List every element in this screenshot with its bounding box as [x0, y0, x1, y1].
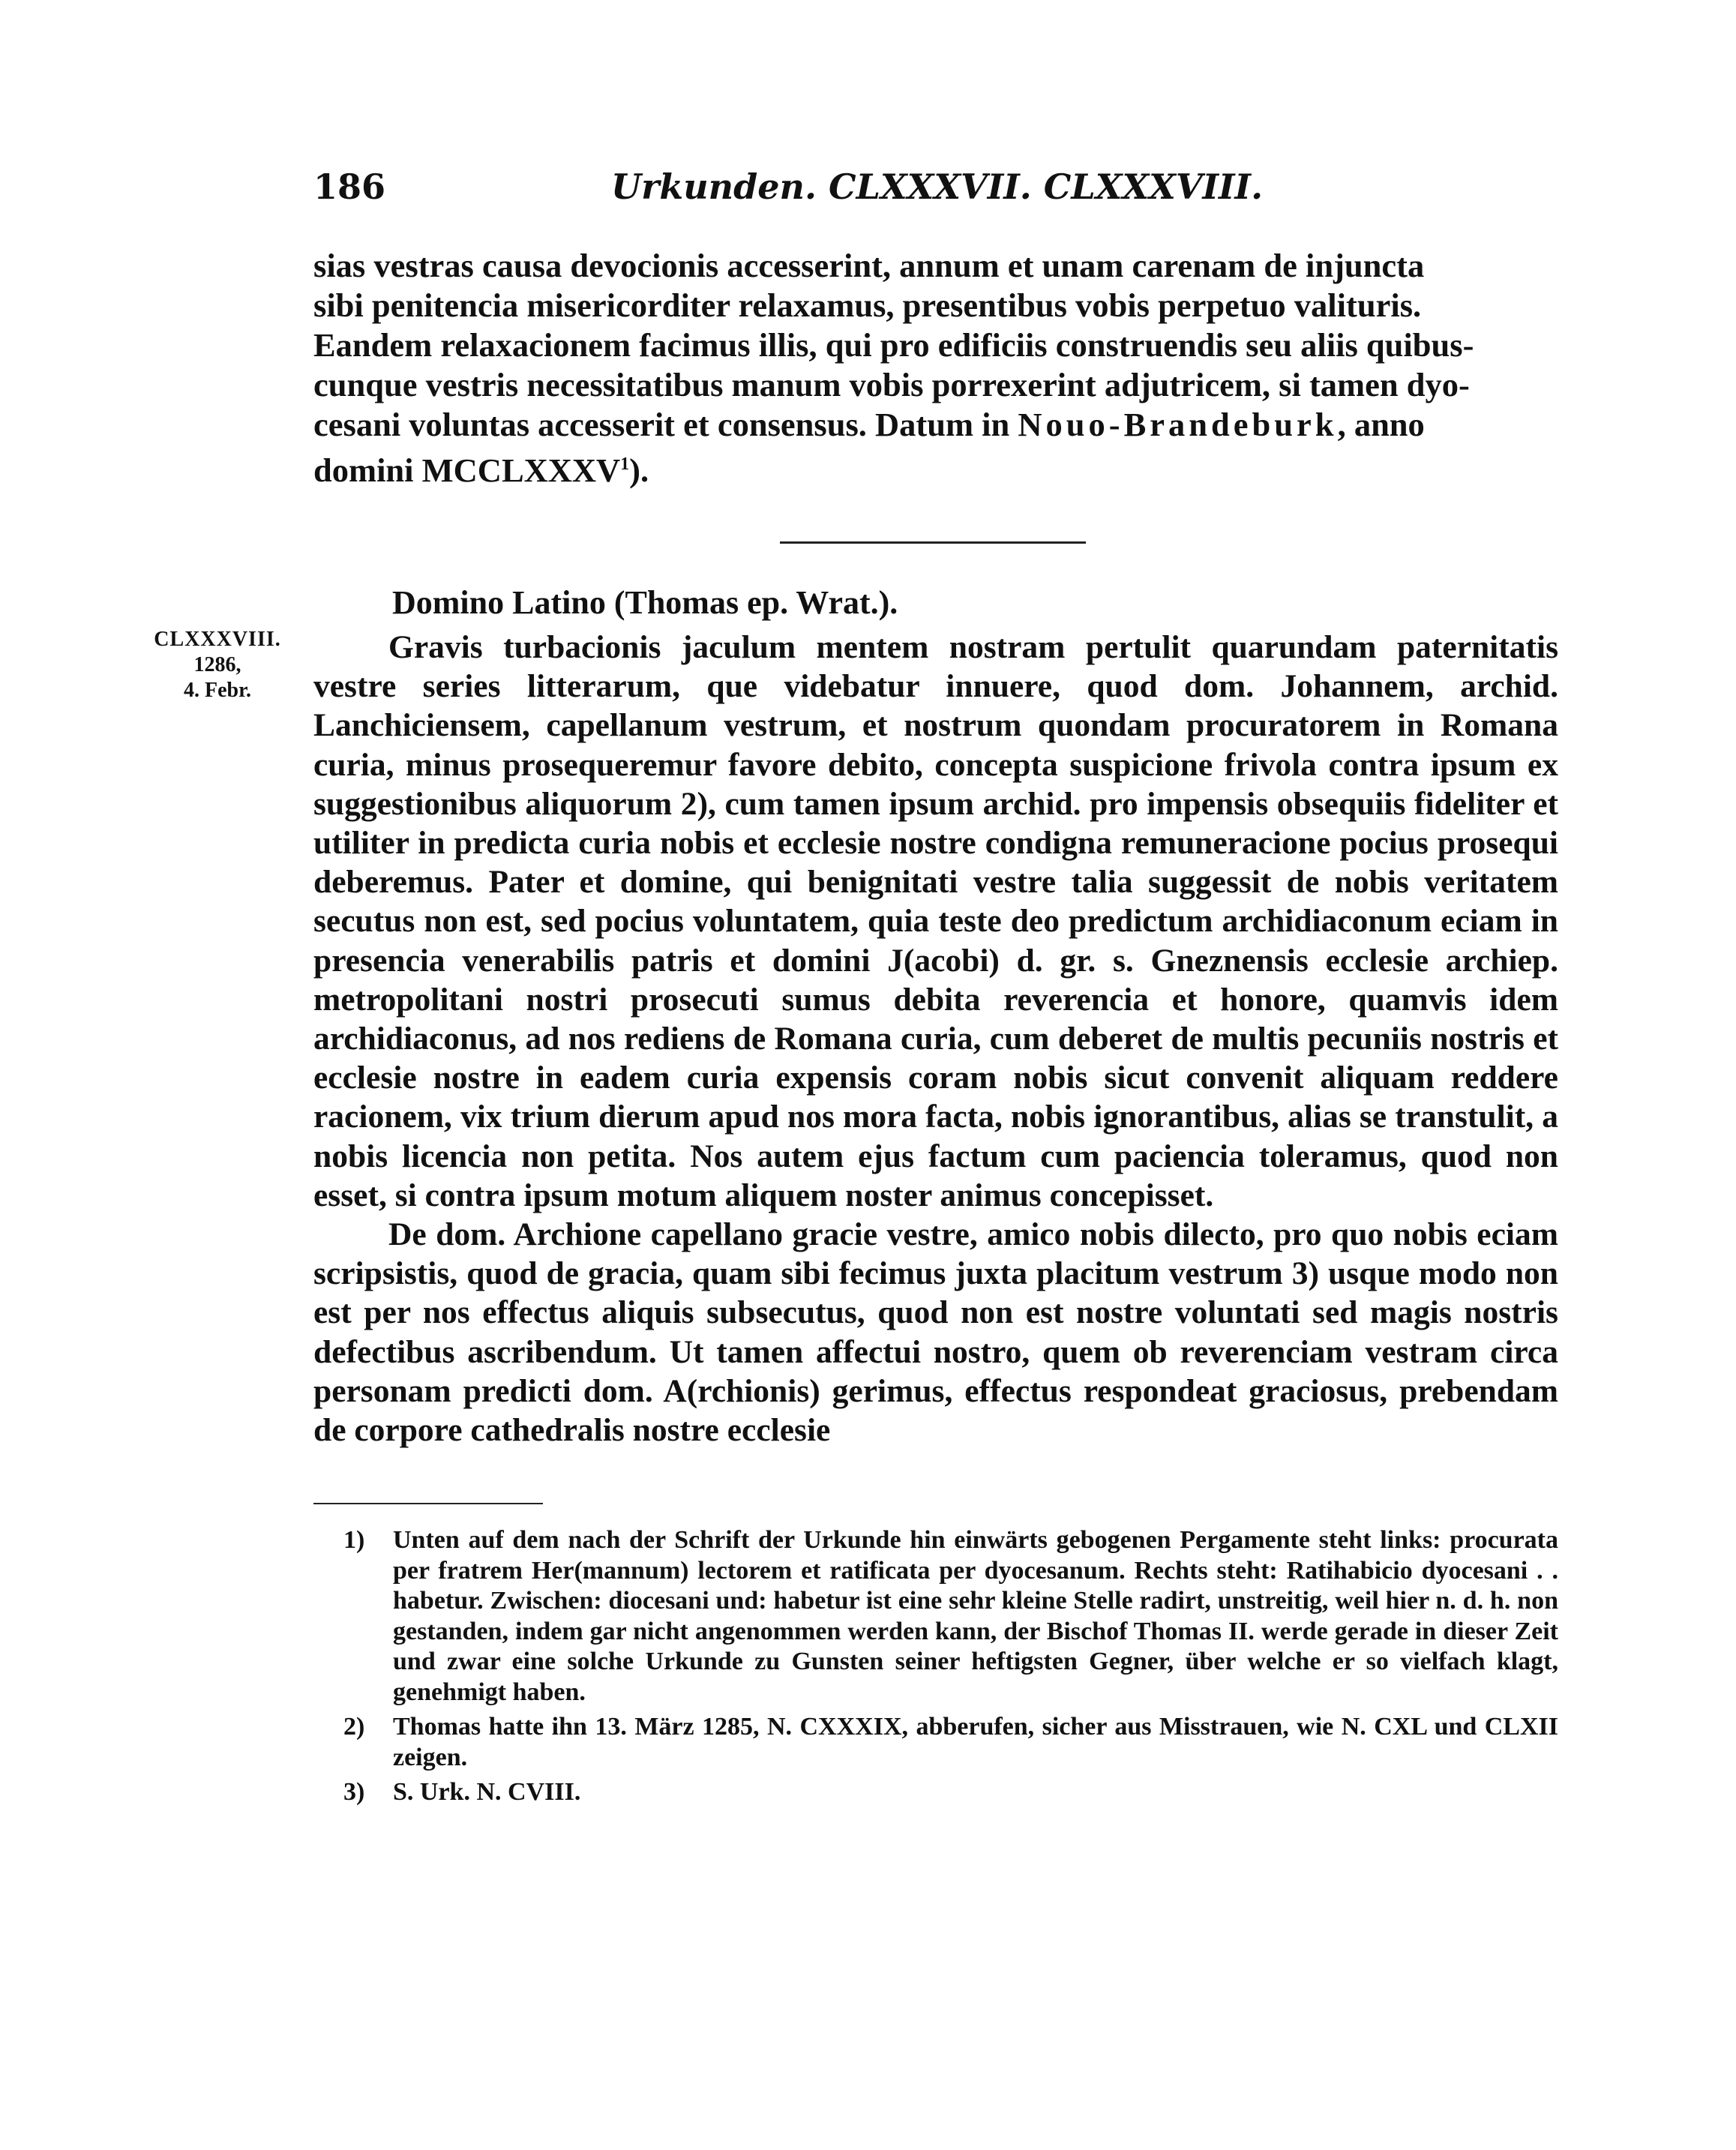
- document-body: [313, 628, 1558, 1450]
- previous-document-text: [313, 246, 1558, 490]
- text-line: Eandem relaxacionem facimus illis, qui pro edificiis construendis seu aliis quibus-: [313, 326, 1474, 364]
- document-year: 1286,: [193, 653, 241, 676]
- document-date: 4. Febr.: [184, 679, 251, 702]
- footnote: [343, 1712, 1558, 1773]
- place-name: Nouo-Brandeburk: [1018, 406, 1338, 443]
- text-line: [313, 405, 1558, 445]
- footnote: [343, 1525, 1558, 1708]
- footnote-text: Unten auf dem nach der Schrift der Urkunde hin einwärts gebogenen Pergamente steht links: procurata per fratrem Her(mannum) lectorem et ratificata per dyocesanum. Rechts steht: Ratihabicio dyocesani . . habetur. Zwischen: diocesani und: habetur ist eine sehr kleine Stelle radirt, unstreitig, weil hier n. d. h. non gestanden, indem gar nicht angenommen werden kann, der Bischof Thomas II. werde gerade in dieser Zeit und zwar eine solche Urkunde zu Gunsten seiner heftigsten Gegner, über welche er so vielfach klagt, genehmigt haben.: [393, 1526, 1558, 1706]
- page-number: 186: [313, 166, 386, 207]
- paragraph: De dom. Archione capellano gracie vestre, amico nobis dilecto, pro quo nobis eciam scripsistis, quod de gracia, quam sibi fecimus juxta placitum vestrum 3) usque modo non est per nos effectus aliquis subsecutus, quod non est nostre voluntati sed magis nostris defectibus ascribendum. Ut tamen affectui nostro, quem ob reverenciam vestram circa personam predicti dom. A(rchionis) gerimus, effectus respondeat graciosus, prebendam de corpore cathedralis nostre ecclesie: [313, 1216, 1558, 1449]
- footnote-marker: 3): [343, 1778, 365, 1806]
- footnote: [343, 1777, 1558, 1808]
- footnote-text: S. Urk. N. CVIII.: [393, 1778, 581, 1806]
- text-fragment: ).: [629, 451, 649, 489]
- section-title: Domino Latino (Thomas ep. Wrat.).: [392, 584, 898, 621]
- text-fragment: , anno: [1337, 406, 1425, 443]
- page-header: [313, 166, 1558, 211]
- date-line: domini MCCLXXXV: [313, 451, 621, 489]
- footnote-marker: 2): [343, 1713, 365, 1741]
- text-line: cunque vestris necessitatibus manum vobis porrexerint adjutricem, si tamen dyo-: [313, 366, 1470, 403]
- footnote-ref: 1: [620, 454, 630, 474]
- text-fragment: cesani voluntas accesserit et consensus. Datum in: [313, 406, 1018, 443]
- footnotes: [343, 1525, 1558, 1813]
- footnote-text: Thomas hatte ihn 13. März 1285, N. CXXXIX, abberufen, sicher aus Misstrauen, wie N. CXL und CLXII zeigen.: [393, 1713, 1558, 1771]
- text-line: sibi penitencia misericorditer relaxamus, presentibus vobis perpetuo valituris.: [313, 286, 1422, 324]
- running-title: Urkunden. CLXXXVII. CLXXXVIII.: [611, 166, 1264, 207]
- text-line: [313, 445, 1558, 490]
- document-number: CLXXXVIII.: [154, 628, 281, 651]
- section-divider: [780, 541, 1086, 544]
- margin-note: [154, 627, 281, 703]
- paragraph: Gravis turbacionis jaculum mentem nostram pertulit quarundam paternitatis vestre series litterarum, que videbatur innuere, quod dom. Johannem, archid. Lanchiciensem, capellanum vestrum, et nostrum quondam procuratorem in Romana curia, minus prosequeremur favore debito, concepta suspicione frivola contra ipsum ex suggestionibus aliquorum 2), cum tamen ipsum archid. pro impensis obsequiis fideliter et utiliter in predicta curia nobis et ecclesie nostre condigna remuneracione pocius prosequi deberemus. Pater et domine, qui benignitati vestre talia suggessit de nobis veritatem secutus non est, sed pocius voluntatem, quia teste deo predictum archidiaconum eciam in presencia venerabilis patris et domini J(acobi) d. gr. s. Gneznensis ecclesie archiep. metropolitani nostri prosecuti sumus debita reverencia et honore, quamvis idem archidiaconus, ad nos rediens de Romana curia, cum deberet de multis pecuniis nostris et ecclesie nostre in eadem curia expensis coram nobis sicut convenit aliquam reddere racionem, vix trium dierum apud nos mora facta, nobis ignorantibus, alias se transtulit, a nobis licencia non petita. Nos autem ejus factum cum paciencia toleramus, quod non esset, si contra ipsum motum aliquem noster animus concepisset.: [313, 629, 1558, 1213]
- footnote-divider: [313, 1503, 543, 1504]
- text-line: sias vestras causa devocionis accesserint, annum et unam carenam de injuncta: [313, 247, 1425, 284]
- footnote-marker: 1): [343, 1526, 365, 1554]
